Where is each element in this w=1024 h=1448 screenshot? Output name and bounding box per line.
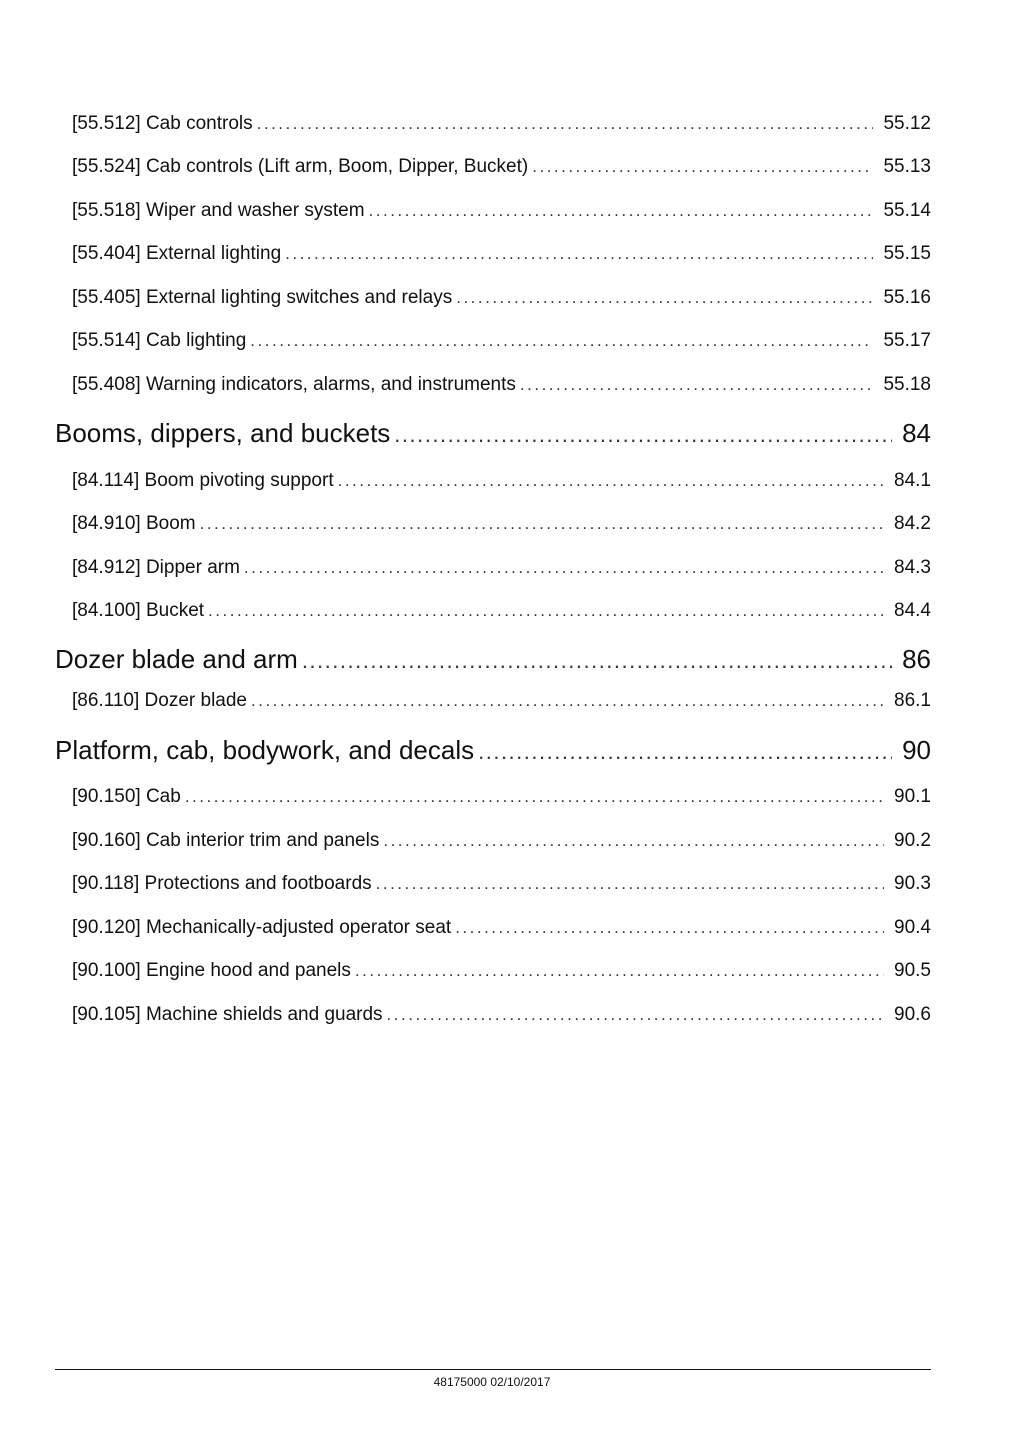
dot-leader [478,739,892,765]
toc-entry-page: 90.3 [894,873,931,894]
dot-leader [376,874,884,894]
toc-entry-title: [55.405] External lighting switches and relays [72,287,453,308]
toc-entry-page: 55.16 [883,287,931,308]
dot-leader [520,375,874,395]
dot-leader [251,691,884,711]
toc-entry[interactable] [72,600,931,622]
toc-section-title: Booms, dippers, and buckets [55,418,391,448]
toc-entry[interactable] [72,690,931,712]
toc-section-page: 84 [902,418,931,448]
toc-entry-title: [84.910] Boom [72,513,196,534]
dot-leader [383,831,884,851]
toc-entry-title: [55.512] Cab controls [72,113,253,134]
dot-leader [532,157,873,177]
toc-entry[interactable] [72,330,931,352]
toc-entry[interactable] [72,374,931,396]
dot-leader [394,422,892,448]
toc-entry[interactable] [72,1004,931,1026]
toc-entry[interactable] [72,243,931,265]
dot-leader [338,471,884,491]
toc-entry-page: 55.17 [883,330,931,351]
toc-entry-page: 55.15 [883,243,931,264]
toc-entry-page: 55.13 [883,156,931,177]
toc-entry-page: 90.5 [894,960,931,981]
toc-section-page: 86 [902,644,931,674]
toc-entry-title: [84.912] Dipper arm [72,557,240,578]
toc-entry-page: 90.1 [894,786,931,807]
toc-entry-page: 55.18 [883,374,931,395]
toc-entry-title: [55.408] Warning indicators, alarms, and instruments [72,374,516,395]
toc-entry-title: [90.160] Cab interior trim and panels [72,830,380,851]
toc-entry[interactable] [72,917,931,939]
toc-section-heading[interactable] [55,644,931,675]
toc-entry-page: 55.14 [883,200,931,221]
dot-leader [456,288,873,308]
toc-entry[interactable] [72,830,931,852]
toc-entry[interactable] [72,557,931,579]
toc-entry-title: [86.110] Dozer blade [72,690,247,711]
dot-leader [257,114,874,134]
toc-entry-page: 84.1 [894,470,931,491]
toc-entry-page: 90.4 [894,917,931,938]
footer-document-id: 48175000 02/10/2017 [433,1375,551,1389]
toc-entry[interactable] [72,960,931,982]
toc-section-title: Dozer blade and arm [55,644,298,674]
dot-leader [250,331,873,351]
toc-entry-title: [55.518] Wiper and washer system [72,200,365,221]
toc-section-page: 90 [902,735,931,765]
dot-leader [244,558,884,578]
toc-entry-title: [55.404] External lighting [72,243,282,264]
dot-leader [302,648,892,674]
toc-entry-title: [55.524] Cab controls (Lift arm, Boom, Dipper, Bucket) [72,156,529,177]
toc-entry[interactable] [72,470,931,492]
toc-entry-page: 90.6 [894,1004,931,1025]
dot-leader [387,1005,884,1025]
dot-leader [355,961,884,981]
footer-divider [55,1369,931,1370]
toc-entry-page: 90.2 [894,830,931,851]
toc-entry-title: [90.150] Cab [72,786,181,807]
toc-entry-page: 84.3 [894,557,931,578]
toc-entry[interactable] [72,156,931,178]
toc-entry-title: [84.100] Bucket [72,600,205,621]
toc-entry-title: [90.120] Mechanically-adjusted operator seat [72,917,452,938]
toc-entry-title: [90.118] Protections and footboards [72,873,372,894]
toc-entry[interactable] [72,287,931,309]
dot-leader [185,787,884,807]
toc-entry-page: 86.1 [894,690,931,711]
toc-section-heading[interactable] [55,418,931,449]
toc-entry[interactable] [72,113,931,135]
dot-leader [208,601,884,621]
toc-entry-page: 84.4 [894,600,931,621]
dot-leader [455,918,884,938]
toc-entry[interactable] [72,873,931,895]
toc-entry-page: 55.12 [883,113,931,134]
toc-entry-title: [84.114] Boom pivoting support [72,470,334,491]
toc-section-heading[interactable] [55,735,931,766]
toc-entry[interactable] [72,513,931,535]
dot-leader [200,514,884,534]
toc-entry-title: [55.514] Cab lighting [72,330,247,351]
toc-entry-title: [90.105] Machine shields and guards [72,1004,383,1025]
toc-entry-page: 84.2 [894,513,931,534]
toc-entry-title: [90.100] Engine hood and panels [72,960,351,981]
dot-leader [369,201,874,221]
dot-leader [285,244,873,264]
toc-section-title: Platform, cab, bodywork, and decals [55,735,475,765]
toc-entry[interactable] [72,200,931,222]
toc-entry[interactable] [72,786,931,808]
